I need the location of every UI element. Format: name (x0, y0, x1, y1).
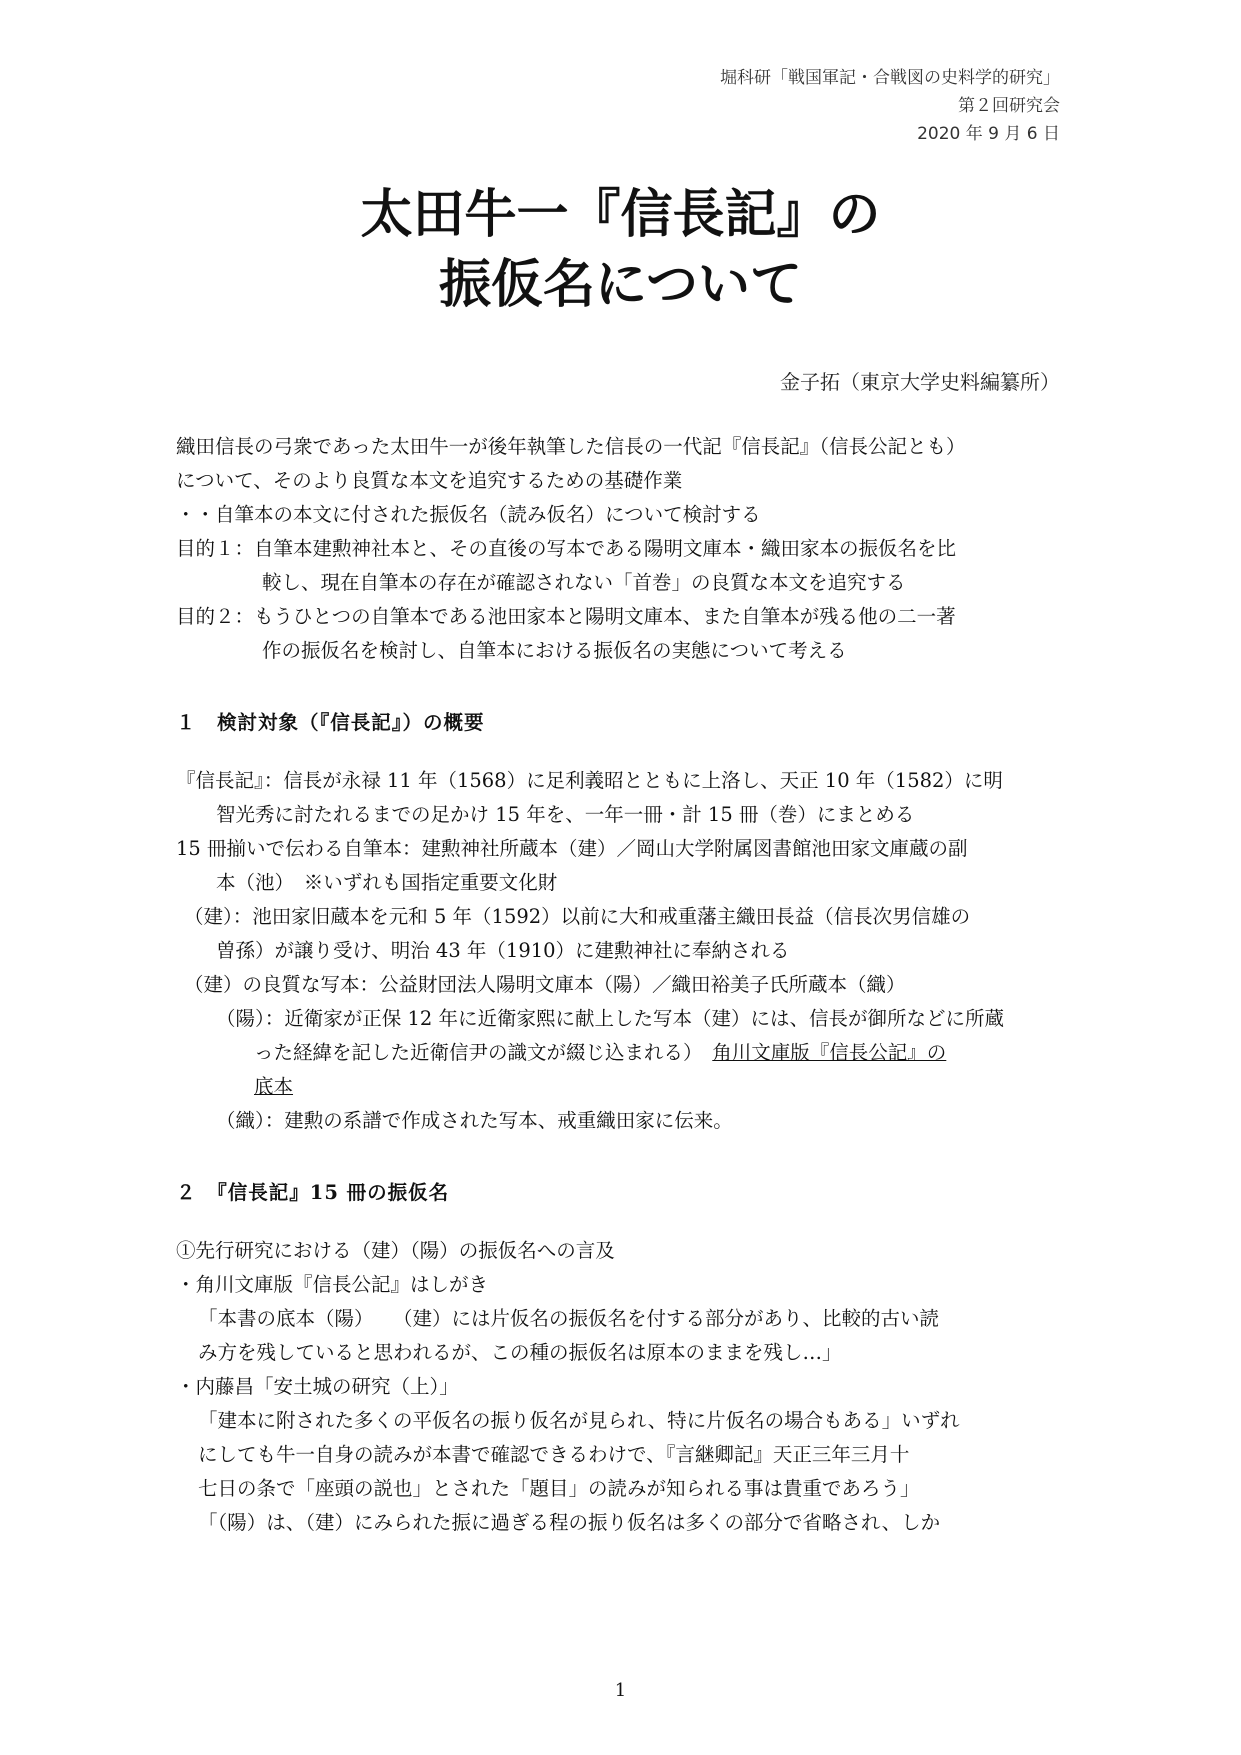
header-meeting-number: 第２回研究会 (958, 96, 1060, 116)
page-title (0, 180, 1241, 320)
yomei-line: （陽）：近衛家が正保 12 年に近衛家熙に献上した写本（建）には、信長が御所などに所蔵 (216, 1007, 1004, 1030)
goal-2-continuation: 作の振仮名を検討し、自筆本における振仮名の実態について考える (262, 639, 847, 662)
goal-2-line: 目的２：もうひとつの自筆本である池田家本と陽明文庫本、また自筆本が残る他の二一著 (176, 605, 956, 628)
yomei-continuation (176, 1070, 1066, 1104)
ken-continuation: 曽孫）が譲り受け、明治 43 年（1910）に建勲神社に奉納される (216, 939, 790, 962)
quote-line: にしても牛一自身の読みが本書で確認できるわけで、『言継卿記』天正三年三月十 (198, 1443, 910, 1466)
yomei-continuation (176, 1036, 1066, 1070)
quote-line: 「建本に附された多くの平仮名の振り仮名が見られ、特に片仮名の場合もある」いずれ (198, 1409, 960, 1432)
overview-continuation: 智光秀に討たれるまでの足かけ 15 年を、一年一冊・計 15 冊（巻）にまとめる (216, 803, 915, 826)
yomei-note: った経緯を記した近衛信尹の識文が綴じ込まれる） (254, 1041, 693, 1064)
quote-line: 「本書の底本（陽） （建）には片仮名の振仮名を付する部分があり、比較的古い読 (198, 1307, 940, 1330)
intro-line: 織田信長の弓衆であった太田牛一が後年執筆した信長の一代記『信長記』（信長公記とも） (176, 435, 966, 458)
oda-copy-line: （織）：建勲の系譜で作成された写本、戒重織田家に伝来。 (216, 1109, 733, 1132)
intro-line: について、そのより良質な本文を追究するための基礎作業 (176, 469, 683, 492)
autograph-continuation: 本（池） ※いずれも国指定重要文化財 (216, 871, 558, 894)
kadokawa-edition-note: 角川文庫版『信長公記』の (712, 1041, 947, 1064)
overview-line: 『信長記』：信長が永禄 11 年（1568）に足利義昭とともに上洛し、天正 10 年（1582）に明 (176, 769, 1003, 792)
intro-line: ・・自筆本の本文に付された振仮名（読み仮名）について検討する (176, 503, 761, 526)
title-line-2: 振仮名について (439, 254, 802, 315)
quote-line: み方を残していると思われるが、この種の振仮名は原本のままを残し…」 (198, 1341, 842, 1364)
quote-line: 「（陽）は、（建）にみられた振に過ぎる程の振り仮名は多くの部分で省略され、しか (198, 1511, 941, 1534)
goal-1-continuation: 較し、現在自筆本の存在が確認されない「首巻」の良質な本文を追究する (262, 571, 906, 594)
quote-line: 七日の条で「座頭の説也」とされた「題目」の読みが知られる事は貴重であろう」 (198, 1477, 920, 1500)
section-2-heading: ２ 『信長記』15 冊の振仮名 (176, 1181, 450, 1204)
page-number: 1 (614, 1680, 627, 1701)
author-line: 金子拓（東京大学史料編纂所） (780, 370, 1060, 394)
citation-source: ・角川文庫版『信長公記』はしがき (176, 1273, 489, 1296)
title-line-1: 太田牛一『信長記』の (360, 184, 881, 245)
subsection-heading: ①先行研究における（建）（陽）の振仮名への言及 (176, 1239, 615, 1262)
goal-1-line: 目的１：自筆本建勲神社本と、その直後の写本である陽明文庫本・織田家本の振仮名を比 (176, 537, 957, 560)
citation-source: ・内藤昌「安土城の研究（上）」 (176, 1375, 459, 1398)
autograph-line: 15 冊揃いで伝わる自筆本：建勲神社所蔵本（建）／岡山大学附属図書館池田家文庫蔵の副 (176, 837, 968, 860)
header-date: 2020 年 9 月 6 日 (917, 124, 1060, 144)
document-header (720, 64, 1060, 148)
base-text-note: 底本 (254, 1075, 294, 1098)
header-project-title: 堀科研「戦国軍記・合戦図の史料学的研究」 (720, 68, 1060, 88)
section-1-heading: １ 検討対象（『信長記』）の概要 (176, 711, 485, 734)
copies-line: （建）の良質な写本：公益財団法人陽明文庫本（陽）／織田裕美子氏所蔵本（織） (184, 973, 906, 996)
ken-line: （建）：池田家旧蔵本を元和 5 年（1592）以前に大和戒重藩主織田長益（信長次男信雄の (184, 905, 971, 928)
document-body (176, 430, 1066, 1540)
